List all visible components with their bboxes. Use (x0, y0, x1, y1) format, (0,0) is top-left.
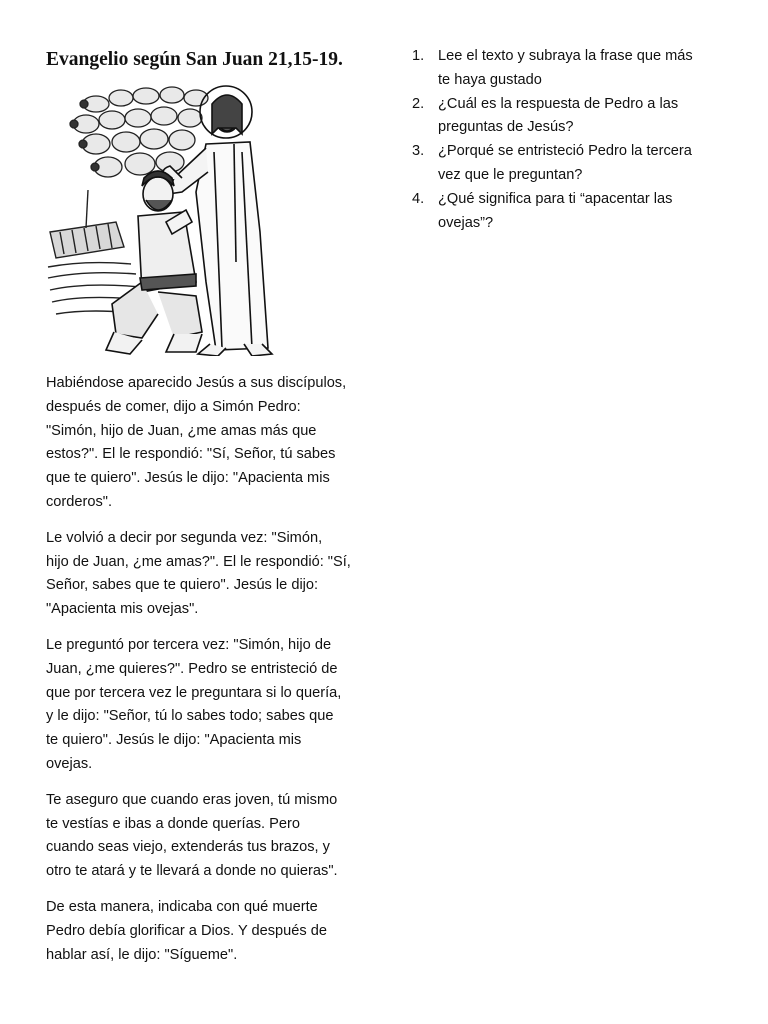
passage-paragraph: Le preguntó por tercera vez: "Simón, hijo de Juan, ¿me quieres?". Pedro se entristeció de que por tercera vez le preguntara si lo quería, y le dijo: "Señor, tú lo sabes todo; sabes que te quiero". Jesús le dijo: "Apacienta mis ovejas. (46, 636, 342, 772)
question-number: 4. (412, 190, 425, 207)
question-text: ¿Qué significa para ti “apacentar las ovejas”? (438, 190, 673, 231)
question-number: 3. (412, 143, 425, 160)
sheep-flock-icon (70, 87, 208, 177)
question-item (412, 188, 742, 236)
document-title: Evangelio según San Juan 21,15-19. (46, 49, 343, 70)
question-list (412, 45, 742, 235)
left-column (46, 48, 376, 979)
question-text: ¿Cuál es la respuesta de Pedro a las preguntas de Jesús? (438, 95, 679, 136)
question-item (412, 140, 742, 188)
jesus-and-peter-line-drawing-icon (46, 82, 284, 356)
question-number: 2. (412, 95, 425, 112)
right-column (412, 45, 742, 235)
question-item (412, 45, 742, 93)
question-item (412, 93, 742, 141)
question-text: Lee el texto y subraya la frase que más te haya gustado (438, 48, 693, 88)
passage-paragraph: Habiéndose aparecido Jesús a sus discípulos, después de comer, dijo a Simón Pedro: "Simón, hijo de Juan, ¿me amas más que estos?". El le respondió: "Sí, Señor, tú sabes que te quiero". Jesús le dijo: "Apacienta mis corderos". (46, 375, 347, 510)
passage-paragraph: Te aseguro que cuando eras joven, tú mismo te vestías e ibas a donde querías. Pero cuando seas viejo, extenderás tus brazos, y otro te atará y te llevará a donde no quieras". (46, 791, 338, 880)
gospel-passage (46, 372, 376, 967)
peter-figure-icon (106, 171, 202, 354)
question-number: 1. (412, 48, 425, 64)
question-text: ¿Porqué se entristeció Pedro la tercera vez que le preguntan? (438, 143, 692, 183)
passage-paragraph: Le volvió a decir por segunda vez: "Simón, hijo de Juan, ¿me amas?". El le respondió: "Sí, Señor, sabes que te quiero". Jesús le dijo: "Apacienta mis ovejas". (46, 529, 351, 618)
passage-paragraph: De esta manera, indicaba con qué muerte Pedro debía glorificar a Dios. Y después de hablar así, le dijo: "Sígueme". (46, 898, 327, 963)
